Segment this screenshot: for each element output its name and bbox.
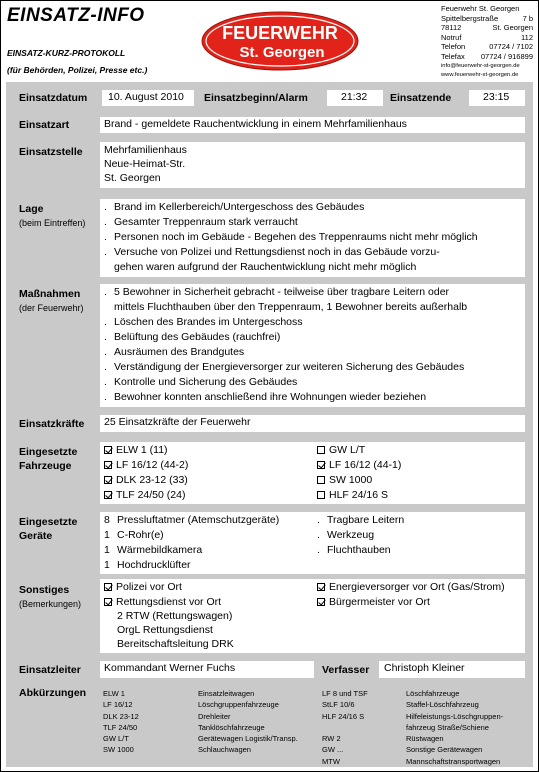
einsatzende-label: Einsatzende [390,92,452,104]
checkbox-icon[interactable] [104,583,112,591]
abbr-meaning: Rüstwagen [406,734,444,744]
abbr-meaning: Sonstige Gerätewagen [406,745,483,755]
massnahmen-line: Löschen des Brandes im Untergeschoss [114,316,303,328]
notruf-number: 112 [521,32,533,42]
einsatzleiter-label: Einsatzleiter [19,664,81,676]
abbr-meaning: Schlauchwagen [198,745,251,755]
checkbox-icon[interactable] [104,476,112,484]
remark-item[interactable] [104,596,221,608]
vehicle-item[interactable] [104,489,185,501]
telefax-label: Telefax [441,51,465,61]
einsatzende-value: 23:15 [483,91,510,103]
vehicle-item[interactable] [317,459,401,471]
vehicle-label: SW 1000 [329,474,373,486]
einsatzstelle-label: Einsatzstelle [19,146,83,158]
geraet-count: 1 [104,544,110,556]
abbr-meaning: Gerätewagen Logistik/Transp. [198,734,298,744]
abkuerzungen-label: Abkürzungen [19,687,87,699]
page-title: EINSATZ-INFO [7,5,145,26]
remark-detail: Bereitschaftsleitung DRK [117,638,234,650]
geraet-label: Fluchthauben [327,544,391,556]
geraet-label: Pressluftatmer (Atemschutzgeräte) [117,514,280,526]
verfasser-field [379,661,525,678]
vehicle-label: TLF 24/50 (24) [116,489,186,501]
lage-label: Lage [19,203,44,215]
vehicle-label: DLK 23-12 (33) [116,474,188,486]
abbr-col-1 [103,688,139,756]
lage-line: Brand im Kellerbereich/Untergeschoss des Gebäudes [114,201,365,213]
contact-street-no: 7 b [522,13,533,23]
abbr-col-3 [322,688,368,767]
contact-block [441,4,533,81]
geraete-label-2: Geräte [19,530,53,542]
checkbox-icon[interactable] [317,598,325,606]
vehicle-item[interactable] [104,444,168,456]
einsatzbeginn-value: 21:32 [341,91,368,103]
abbr-col-4 [406,688,503,767]
logo-line2: St. Georgen [239,44,325,61]
einsatzkraefte-value: 25 Einsatzkräfte der Feuerwehr [104,416,251,428]
remark-label: Energieversorger vor Ort (Gas/Strom) [329,581,505,593]
massnahmen-line: Belüftung des Gebäudes (rauchfrei) [114,331,281,343]
lage-sublabel: (beim Eintreffen) [19,218,86,228]
abbr-meaning: Löschgruppenfahrzeuge [198,700,279,710]
einsatzstelle-line: Neue-Heimat-Str. [104,158,186,170]
einsatzleiter-value: Kommandant Werner Fuchs [104,662,236,674]
vehicle-label: GW L/T [329,444,366,456]
fire-department-logo [200,11,360,71]
vehicle-label: LF 16/12 (44-1) [329,459,402,471]
geraet-count: 1 [104,559,110,571]
abbr-term: DLK 23-12 [103,711,139,721]
remark-label: Rettungsdienst vor Ort [116,596,222,608]
protocol-subtitle: EINSATZ-KURZ-PROTOKOLL [7,48,126,58]
geraete-label: Eingesetzte [19,516,78,528]
sonstiges-label: Sonstiges [19,584,70,596]
remark-item[interactable] [317,581,505,593]
einsatzdatum-field [102,90,194,106]
contact-zip: 78112 [441,23,462,33]
checkbox-icon[interactable] [317,461,325,469]
remark-label: Bürgermeister vor Ort [329,596,430,608]
vehicle-item[interactable] [104,474,188,486]
geraet-label: Hochdrucklüfter [117,559,191,571]
massnahmen-field: . 5 Bewohner in Sicherheit gebracht - teilweise über tragbare Leitern oder mittels Fluchthauben über den Treppenraum, 1 Bewohner bereits außerhalb . Löschen des Brandes im Untergeschoss . Belüftung des Gebäudes (rauchfrei) . Ausräumen des Brandgutes . Verständigung der Energieversorger zur weiteren Sicherung des Gebäudes . Kontrolle und Sicherung des Gebäudes . Bewohner konnten anschließend ihre Wohnungen wieder beziehen [100,284,525,407]
fahrzeuge-label: Eingesetzte [19,446,78,458]
abbr-term: GW ... [322,745,344,755]
einsatzstelle-line: Mehrfamilienhaus [104,144,187,156]
contact-email[interactable]: info@feuerwehr-st-georgen.de [441,62,520,69]
checkbox-icon[interactable] [317,583,325,591]
einsatzende-field [469,90,525,106]
einsatzart-field [100,117,525,133]
abbr-meaning: Drehleiter [198,711,231,721]
einsatzdatum-label: Einsatzdatum [19,92,88,104]
massnahmen-line: Verständigung der Energieversorger zur weiteren Sicherung des Gebäudes [114,361,465,373]
geraet-count: 8 [104,514,110,526]
massnahmen-line: mittels Fluchthauben über den Treppenraum, 1 Bewohner bereits außerhalb [114,301,468,313]
vehicle-item[interactable] [104,459,188,471]
contact-name: Feuerwehr St. Georgen [441,4,520,13]
remark-item[interactable] [317,596,430,608]
abbr-meaning: Einsatzleitwagen [198,689,255,698]
abbr-col-2 [198,688,298,756]
abbr-term: ELW 1 [103,689,125,698]
vehicle-label: HLF 24/16 S [329,489,388,501]
contact-city: St. Georgen [492,23,533,33]
checkbox-icon[interactable] [317,476,325,484]
protocol-panel [6,82,533,767]
massnahmen-line: Ausräumen des Brandgutes [114,346,245,358]
einsatzstelle-line: St. Georgen [104,172,161,184]
remark-detail: 2 RTW (Rettungswagen) [117,610,233,622]
einsatzart-value: Brand - gemeldete Rauchentwicklung in einem Mehrfamilienhaus [104,118,407,130]
einsatzart-label: Einsatzart [19,119,70,131]
checkbox-icon[interactable] [104,491,112,499]
checkbox-icon[interactable] [104,461,112,469]
abbr-term: RW 2 [322,734,341,744]
protocol-audience: (für Behörden, Polizei, Presse etc.) [7,65,148,75]
telefax-number: 07724 / 916899 [480,51,533,61]
remark-label: Polizei vor Ort [116,581,182,593]
lage-line: Versuche von Polizei und Rettungsdienst noch in das Gebäude vorzu- [114,246,440,258]
einsatzbeginn-field [327,90,383,106]
abbr-meaning: Löschfahrzeuge [406,689,460,698]
verfasser-label: Verfasser [322,664,370,676]
massnahmen-line: Bewohner konnten anschließend ihre Wohnungen wieder beziehen [114,391,427,403]
einsatzdatum-value: 10. August 2010 [108,91,184,103]
einsatzstelle-field [100,142,525,188]
sonstiges-field [100,579,525,653]
lage-line: Gesamter Treppenraum stark verraucht [114,216,298,228]
fahrzeuge-field [100,442,525,504]
abbr-term: StLF 10/6 [322,700,355,710]
sonstiges-sublabel: (Bemerkungen) [19,599,82,609]
geraet-label: Wärmebildkamera [117,544,203,556]
geraet-label: C-Rohr(e) [117,529,164,541]
contact-website[interactable]: www.feuerwehr-st-georgen.de [441,72,519,79]
fahrzeuge-label-2: Fahrzeuge [19,460,72,472]
einsatzkraefte-label: Einsatzkräfte [19,418,85,430]
abbr-term: TLF 24/50 [103,722,138,732]
geraet-label: Tragbare Leitern [327,514,405,526]
checkbox-icon[interactable] [317,491,325,499]
vehicle-label: LF 16/12 (44-2) [116,459,189,471]
lage-field: . Brand im Kellerbereich/Untergeschoss des Gebäudes . Gesamter Treppenraum stark verraucht . Personen noch im Gebäude - Begehen des Treppenraums nicht mehr möglich . Versuche von Polizei und Rettungsdienst noch in das Gebäude vorzu- gehen waren aufgrund der Rauchentwicklung nicht mehr möglich [100,199,525,277]
einsatzleiter-field [100,661,314,678]
telefon-label: Telefon [441,42,466,52]
lage-line: gehen waren aufgrund der Rauchentwicklung nicht mehr möglich [114,261,417,273]
vehicle-label: ELW 1 (11) [116,444,168,456]
vehicle-item[interactable] [317,444,365,456]
abbr-meaning: Mannschaftstransportwagen [406,756,501,766]
abbr-term: MTW [322,756,340,766]
abbr-meaning: Tanklöschfahrzeuge [198,722,265,732]
vehicle-item[interactable] [317,474,372,486]
logo-line1: FEUERWEHR [222,23,338,43]
abbr-term: LF 8 und TSF [322,689,368,698]
massnahmen-sublabel: (der Feuerwehr) [19,303,84,313]
geraete-field: 8 Pressluftatmer (Atemschutzgeräte) 1 C-Rohr(e) 1 Wärmebildkamera 1 Hochdrucklüfter . Tragbare Leitern . Werkzeug . Fluchthauben [100,512,525,574]
abbr-meaning: Hilfeleistungs-Löschgruppen- [406,711,504,721]
geraet-count: 1 [104,529,110,541]
massnahmen-line: 5 Bewohner in Sicherheit gebracht - teilweise über tragbare Leitern oder [114,286,450,298]
checkbox-icon[interactable] [104,598,112,606]
remark-item[interactable] [104,581,182,593]
abbr-term: SW 1000 [103,745,134,755]
einsatzbeginn-label: Einsatzbeginn/Alarm [204,92,308,104]
abbr-meaning: fahrzeug Straße/Schiene [406,722,489,732]
abbr-term: HLF 24/16 S [322,711,365,721]
checkbox-icon[interactable] [317,446,325,454]
vehicle-item[interactable] [317,489,388,501]
verfasser-value: Christoph Kleiner [384,662,465,674]
abbr-term: GW L/T [103,734,129,744]
geraet-label: Werkzeug [327,529,375,541]
notruf-label: Notruf [441,32,462,42]
einsatzkraefte-field [100,415,525,432]
contact-street: Spittelbergstraße [441,13,499,23]
massnahmen-line: Kontrolle und Sicherung des Gebäudes [114,376,298,388]
checkbox-icon[interactable] [104,446,112,454]
remark-detail: OrgL Rettungsdienst [117,624,213,636]
abbr-meaning: Staffel-Löschfahrzeug [406,700,479,710]
telefon-number: 07724 / 7102 [489,42,533,52]
abbr-term: LF 16/12 [103,700,133,710]
lage-line: Personen noch im Gebäude - Begehen des Treppenraums nicht mehr möglich [114,231,478,243]
massnahmen-label: Maßnahmen [19,288,81,300]
